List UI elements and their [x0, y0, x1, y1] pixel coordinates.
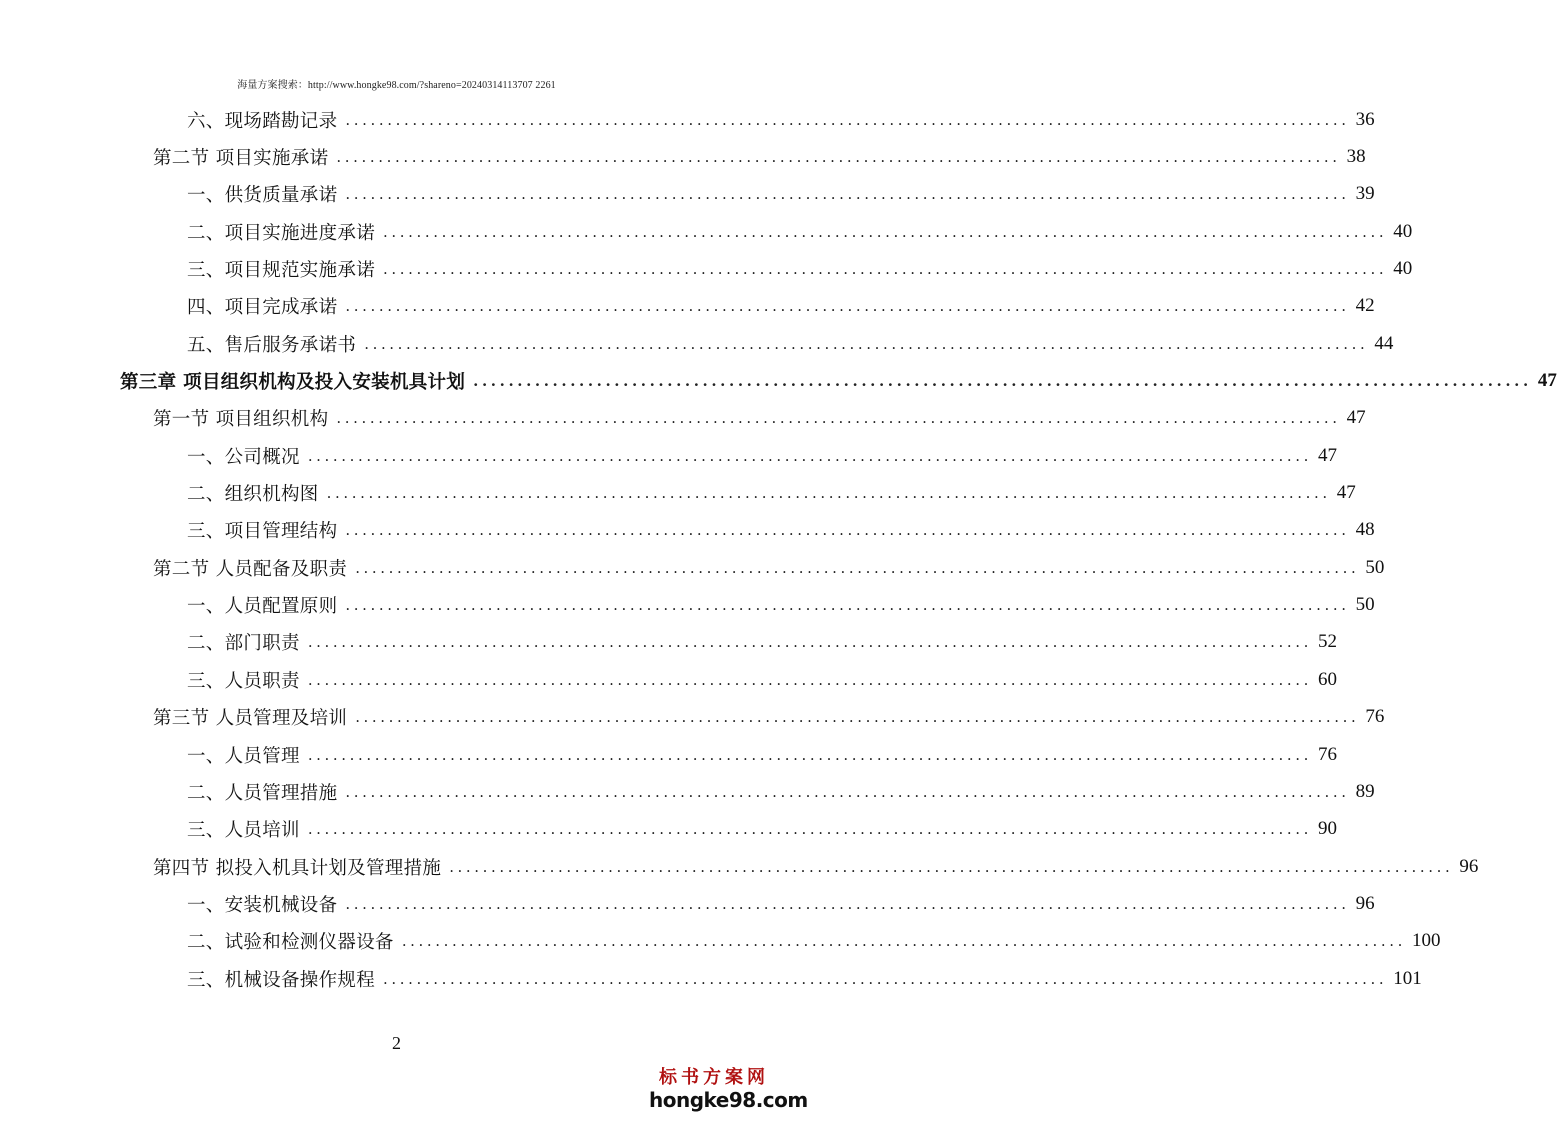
toc-entry-page: 90 — [1317, 818, 1337, 840]
page-number: 2 — [392, 1033, 401, 1053]
toc-entry-title: 四、项目完成承诺 — [187, 297, 338, 319]
table-of-contents — [0, 101, 1557, 997]
toc-entry-title: 二、人员管理措施 — [187, 782, 338, 804]
toc-entry-title: 第一节 项目组织机构 — [153, 409, 329, 431]
toc-entry[interactable] — [0, 773, 1375, 810]
toc-dot-leader: ........................................................................................................................ — [473, 372, 1532, 391]
toc-entry[interactable] — [0, 362, 1557, 399]
toc-dot-leader: ........................................................................................................................ — [345, 297, 1350, 316]
toc-entry[interactable] — [0, 176, 1375, 213]
toc-dot-leader: ........................................................................................................................ — [345, 596, 1350, 615]
toc-dot-leader: ........................................................................................................................ — [345, 110, 1350, 129]
toc-entry[interactable] — [0, 661, 1337, 698]
toc-entry[interactable] — [0, 512, 1375, 549]
toc-entry-page: 36 — [1355, 108, 1375, 130]
toc-entry-title: 二、项目实施进度承诺 — [187, 222, 376, 244]
toc-dot-leader: ........................................................................................................................ — [383, 260, 1388, 279]
toc-entry-title: 第二节 项目实施承诺 — [153, 148, 329, 170]
toc-entry-title: 二、试验和检测仪器设备 — [187, 932, 394, 954]
toc-entry-title: 第二节 人员配备及职责 — [153, 558, 348, 580]
toc-entry-page: 50 — [1365, 556, 1385, 578]
toc-dot-leader: ........................................................................................................................ — [345, 894, 1350, 913]
toc-entry-page: 47 — [1346, 407, 1366, 429]
toc-entry[interactable] — [0, 549, 1385, 586]
toc-entry-title: 一、供货质量承诺 — [187, 185, 338, 207]
toc-dot-leader: ........................................................................................................................ — [401, 932, 1406, 951]
toc-entry[interactable] — [0, 923, 1441, 960]
toc-entry[interactable] — [0, 960, 1422, 997]
toc-entry-page: 47 — [1537, 370, 1557, 392]
toc-entry-page: 38 — [1346, 146, 1366, 168]
toc-entry-title: 一、人员配置原则 — [187, 596, 338, 618]
watermark-cn-text: 标书方案网 — [659, 1067, 769, 1088]
toc-entry[interactable] — [0, 699, 1385, 736]
toc-entry-page: 44 — [1374, 332, 1394, 354]
toc-entry[interactable] — [0, 437, 1337, 474]
toc-entry-page: 96 — [1459, 855, 1479, 877]
toc-entry-title: 一、安装机械设备 — [187, 894, 338, 916]
toc-entry-title: 五、售后服务承诺书 — [187, 334, 357, 356]
page-header-url: 海量方案搜索：http://www.hongke98.com/?shareno=20240314113707 2261 — [237, 80, 556, 91]
toc-dot-leader: ........................................................................................................................ — [355, 708, 1360, 727]
toc-entry[interactable] — [0, 138, 1366, 175]
toc-entry-title: 三、人员职责 — [187, 670, 300, 692]
toc-entry[interactable] — [0, 474, 1356, 511]
toc-dot-leader: ........................................................................................................................ — [345, 782, 1350, 801]
toc-entry[interactable] — [0, 101, 1375, 138]
toc-entry-page: 76 — [1365, 706, 1385, 728]
toc-entry-page: 40 — [1393, 258, 1413, 280]
toc-entry[interactable] — [0, 885, 1375, 922]
watermark-en-text: hongke98.com — [649, 1088, 808, 1112]
toc-entry-page: 52 — [1317, 631, 1337, 653]
toc-entry[interactable] — [0, 400, 1366, 437]
toc-entry[interactable] — [0, 213, 1413, 250]
toc-entry-page: 50 — [1355, 594, 1375, 616]
toc-dot-leader: ........................................................................................................................ — [355, 558, 1360, 577]
watermark-logo — [649, 1067, 808, 1112]
toc-entry-title: 一、人员管理 — [187, 745, 300, 767]
toc-entry-page: 96 — [1355, 892, 1375, 914]
toc-entry-page: 40 — [1393, 220, 1413, 242]
toc-entry-page: 101 — [1393, 967, 1422, 989]
toc-entry-page: 76 — [1317, 743, 1337, 765]
toc-entry-page: 42 — [1355, 295, 1375, 317]
toc-entry-page: 100 — [1411, 930, 1441, 952]
toc-dot-leader: ........................................................................................................................ — [383, 222, 1388, 241]
toc-entry-page: 39 — [1355, 183, 1375, 205]
toc-dot-leader: ........................................................................................................................ — [383, 969, 1388, 988]
toc-entry[interactable] — [0, 811, 1337, 848]
toc-entry[interactable] — [0, 288, 1375, 325]
toc-entry-title: 二、部门职责 — [187, 633, 300, 655]
toc-entry-page: 47 — [1317, 444, 1337, 466]
toc-entry-title: 第三节 人员管理及培训 — [153, 708, 348, 730]
toc-dot-leader: ........................................................................................................................ — [345, 185, 1350, 204]
toc-dot-leader: ........................................................................................................................ — [326, 484, 1331, 503]
toc-entry[interactable] — [0, 736, 1337, 773]
toc-dot-leader: ........................................................................................................................ — [336, 409, 1341, 428]
toc-entry[interactable] — [0, 848, 1479, 885]
toc-entry-title: 第四节 拟投入机具计划及管理措施 — [153, 857, 442, 879]
toc-dot-leader: ........................................................................................................................ — [307, 745, 1312, 764]
toc-entry[interactable] — [0, 624, 1337, 661]
toc-entry[interactable] — [0, 250, 1413, 287]
toc-entry-title: 一、公司概况 — [187, 446, 300, 468]
toc-dot-leader: ........................................................................................................................ — [307, 446, 1312, 465]
toc-dot-leader: ........................................................................................................................ — [307, 820, 1312, 839]
toc-entry-page: 89 — [1355, 780, 1375, 802]
toc-dot-leader: ........................................................................................................................ — [307, 670, 1312, 689]
toc-entry[interactable] — [0, 586, 1375, 623]
toc-entry[interactable] — [0, 325, 1394, 362]
toc-entry-title: 二、组织机构图 — [187, 484, 319, 506]
toc-entry-page: 47 — [1336, 482, 1356, 504]
toc-dot-leader: ........................................................................................................................ — [307, 633, 1312, 652]
toc-entry-title: 三、项目管理结构 — [187, 521, 338, 543]
toc-entry-page: 48 — [1355, 519, 1375, 541]
toc-dot-leader: ........................................................................................................................ — [345, 521, 1350, 540]
toc-entry-title: 六、现场踏勘记录 — [187, 110, 338, 132]
toc-dot-leader: ........................................................................................................................ — [449, 857, 1454, 876]
toc-entry-title: 三、项目规范实施承诺 — [187, 260, 376, 282]
toc-dot-leader: ........................................................................................................................ — [364, 334, 1369, 353]
toc-dot-leader: ........................................................................................................................ — [336, 148, 1341, 167]
toc-entry-title: 三、人员培训 — [187, 820, 300, 842]
toc-entry-title: 三、机械设备操作规程 — [187, 969, 376, 991]
toc-entry-title: 第三章 项目组织机构及投入安装机具计划 — [120, 372, 466, 394]
toc-entry-page: 60 — [1317, 668, 1337, 690]
